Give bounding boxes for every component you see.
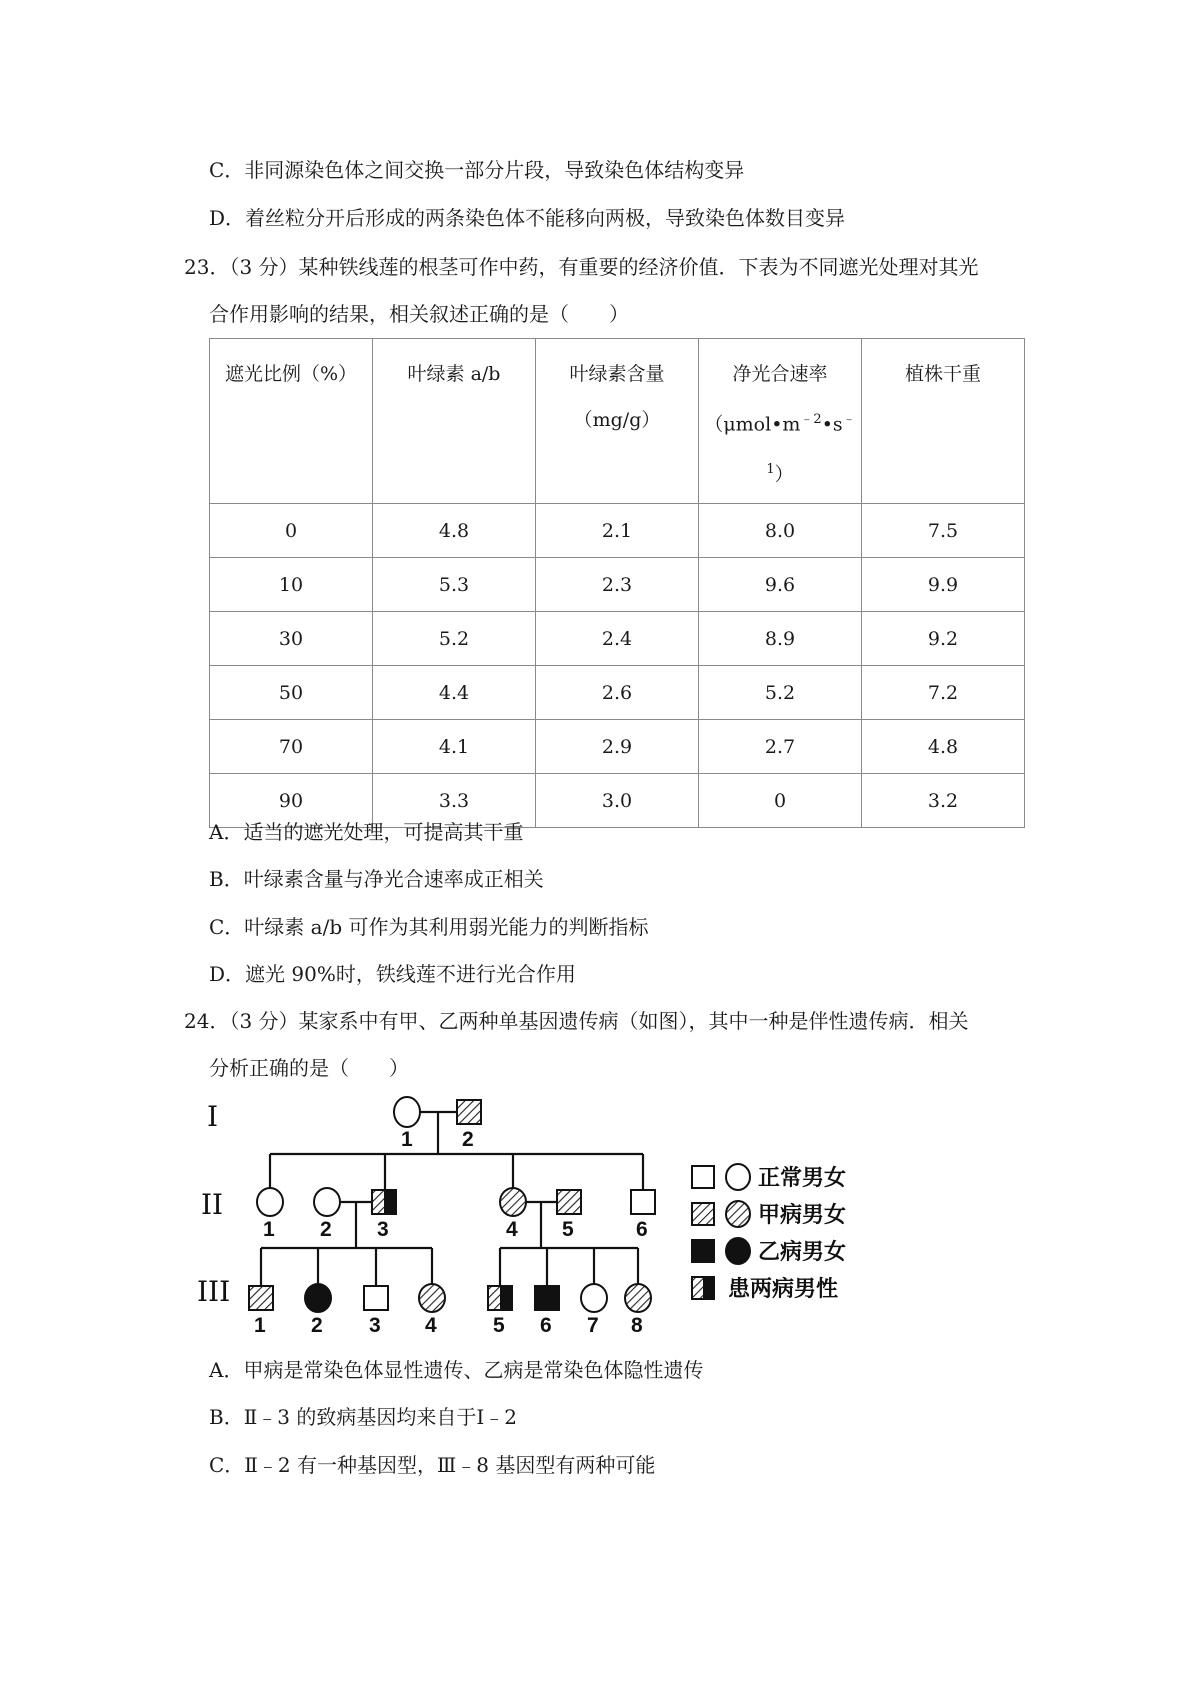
female-disease-a-symbol — [625, 1284, 651, 1312]
cell: 10 — [210, 558, 373, 612]
cell: 2.1 — [536, 504, 699, 558]
pedigree-legend — [692, 1164, 846, 1302]
q24-option-c: C．Ⅱ﹣2 有一种基因型，Ⅲ﹣8 基因型有两种可能 — [209, 1453, 656, 1477]
q23-option-b: B．叶绿素含量与净光合速率成正相关 — [209, 867, 544, 891]
male-normal-symbol — [364, 1286, 388, 1310]
option-c-prev: C．非同源染色体之间交换一部分片段，导致染色体结构变异 — [209, 158, 745, 182]
table-row — [210, 720, 1025, 774]
generation-label: I — [207, 1100, 219, 1133]
cell: 7.5 — [862, 504, 1025, 558]
cell: 9.9 — [862, 558, 1025, 612]
cell: 70 — [210, 720, 373, 774]
male-both-diseases-symbol — [488, 1286, 512, 1310]
header-text: 叶绿素含量 — [569, 363, 665, 385]
male-disease-a-symbol — [457, 1100, 481, 1124]
cell: 3.2 — [862, 774, 1025, 828]
cell: 90 — [210, 774, 373, 828]
cell: 50 — [210, 666, 373, 720]
female-normal-symbol — [394, 1097, 420, 1127]
cell: 4.8 — [862, 720, 1025, 774]
male-disease-a-symbol — [249, 1286, 273, 1310]
unit-sup: ﹣2 — [800, 412, 822, 427]
individual-label: 1 — [401, 1128, 413, 1151]
cell: 8.0 — [699, 504, 862, 558]
individual-label: 5 — [493, 1314, 505, 1337]
cell: 3.0 — [536, 774, 699, 828]
female-normal-symbol — [257, 1188, 283, 1216]
cell: 4.4 — [373, 666, 536, 720]
female-normal-symbol — [314, 1188, 340, 1216]
generation-label: II — [201, 1188, 224, 1221]
individual-label: 5 — [562, 1218, 574, 1241]
cell: 9.6 — [699, 558, 862, 612]
legend-female-disease-b — [726, 1238, 750, 1264]
legend-label: 正常男女 — [758, 1166, 847, 1191]
male-disease-b-symbol — [535, 1286, 559, 1310]
cell: 2.9 — [536, 720, 699, 774]
legend-label: 患两病男性 — [728, 1277, 839, 1302]
legend-label: 甲病男女 — [758, 1203, 847, 1228]
cell: 30 — [210, 612, 373, 666]
cell: 5.2 — [373, 612, 536, 666]
cell: 5.2 — [699, 666, 862, 720]
cell: 3.3 — [373, 774, 536, 828]
cell: 0 — [210, 504, 373, 558]
individual-label: 6 — [636, 1218, 648, 1241]
legend-label: 乙病男女 — [758, 1240, 847, 1265]
female-disease-b-symbol — [305, 1284, 331, 1312]
legend-male-normal — [692, 1166, 714, 1188]
q24-stem-line1: 24．（3 分）某家系中有甲、乙两种单基因遗传病（如图），其中一种是伴性遗传病．相关 — [184, 1009, 969, 1033]
table-row — [210, 558, 1025, 612]
unit-sup: 1 — [766, 462, 775, 478]
header-text: 植株干重 — [904, 363, 981, 385]
header-unit-cont — [699, 447, 861, 497]
male-disease-a-symbol — [557, 1190, 581, 1214]
cell: 2.4 — [536, 612, 699, 666]
individual-label: 7 — [587, 1314, 599, 1337]
generation-label: III — [197, 1275, 231, 1308]
female-disease-a-symbol — [500, 1188, 526, 1216]
header-unit — [699, 397, 861, 447]
individual-label: 3 — [377, 1218, 389, 1241]
cell: 4.8 — [373, 504, 536, 558]
male-both-diseases-symbol — [372, 1190, 396, 1214]
legend-male-disease-b — [692, 1240, 714, 1262]
female-disease-a-symbol — [419, 1284, 445, 1312]
individual-label: 2 — [320, 1218, 332, 1241]
header-text: 净光合速率 — [732, 363, 828, 385]
table-row — [210, 612, 1025, 666]
unit-sup: ﹣ — [842, 412, 856, 427]
unit-part: （μmol•m — [704, 413, 801, 436]
header-text: 遮光比例（%） — [224, 363, 358, 385]
q23-option-c: C．叶绿素 a/b 可作为其利用弱光能力的判断指标 — [209, 915, 649, 939]
table-row — [210, 504, 1025, 558]
legend-male-disease-a — [692, 1203, 714, 1225]
cell: 2.6 — [536, 666, 699, 720]
cell: 5.3 — [373, 558, 536, 612]
individual-label: 2 — [311, 1314, 323, 1337]
header-dry-weight — [862, 339, 1025, 504]
individual-label: 1 — [254, 1314, 266, 1337]
individual-label: 1 — [263, 1218, 275, 1241]
q23-stem-line1: 23．（3 分）某种铁线莲的根茎可作中药，有重要的经济价值．下表为不同遮光处理对其光 — [184, 255, 979, 279]
cell: 7.2 — [862, 666, 1025, 720]
cell: 0 — [699, 774, 862, 828]
header-net-photosynthesis — [699, 339, 862, 504]
header-shading-ratio — [210, 339, 373, 504]
q24-option-b: B．Ⅱ﹣3 的致病基因均来自于Ⅰ﹣2 — [209, 1405, 517, 1429]
male-normal-symbol — [631, 1190, 655, 1214]
cell: 4.1 — [373, 720, 536, 774]
legend-female-disease-a — [726, 1201, 750, 1227]
option-d-prev: D．着丝粒分开后形成的两条染色体不能移向两极，导致染色体数目变异 — [209, 206, 846, 230]
cell: 2.3 — [536, 558, 699, 612]
cell: 9.2 — [862, 612, 1025, 666]
female-normal-symbol — [581, 1284, 607, 1312]
cell: 2.7 — [699, 720, 862, 774]
individual-label: 8 — [631, 1314, 643, 1337]
cell: 8.9 — [699, 612, 862, 666]
individual-label: 4 — [425, 1314, 437, 1337]
unit-part: ） — [774, 463, 794, 486]
individual-label: 4 — [506, 1218, 518, 1241]
individual-label: 3 — [369, 1314, 381, 1337]
individual-label: 6 — [540, 1314, 552, 1337]
table-row — [210, 666, 1025, 720]
q23-option-a: A．适当的遮光处理，可提高其干重 — [209, 820, 524, 844]
unit-part: •s — [821, 413, 843, 436]
header-unit: （mg/g） — [573, 409, 661, 431]
header-chl-ab — [373, 339, 536, 504]
individual-label: 2 — [462, 1128, 474, 1151]
q23-option-d: D．遮光 90%时，铁线莲不进行光合作用 — [209, 962, 576, 986]
q24-option-a: A．甲病是常染色体显性遗传、乙病是常染色体隐性遗传 — [209, 1358, 704, 1382]
header-chl-content — [536, 339, 699, 504]
legend-female-normal — [726, 1164, 750, 1190]
q24-stem-line2: 分析正确的是（ ） — [209, 1056, 409, 1080]
header-text: 叶绿素 a/b — [407, 363, 501, 385]
q23-stem-line2: 合作用影响的结果，相关叙述正确的是（ ） — [209, 302, 629, 326]
pedigree-chart — [195, 1090, 875, 1340]
table-header-row — [210, 339, 1025, 504]
legend-male-both-diseases — [692, 1277, 714, 1299]
q23-data-table — [209, 338, 1025, 828]
